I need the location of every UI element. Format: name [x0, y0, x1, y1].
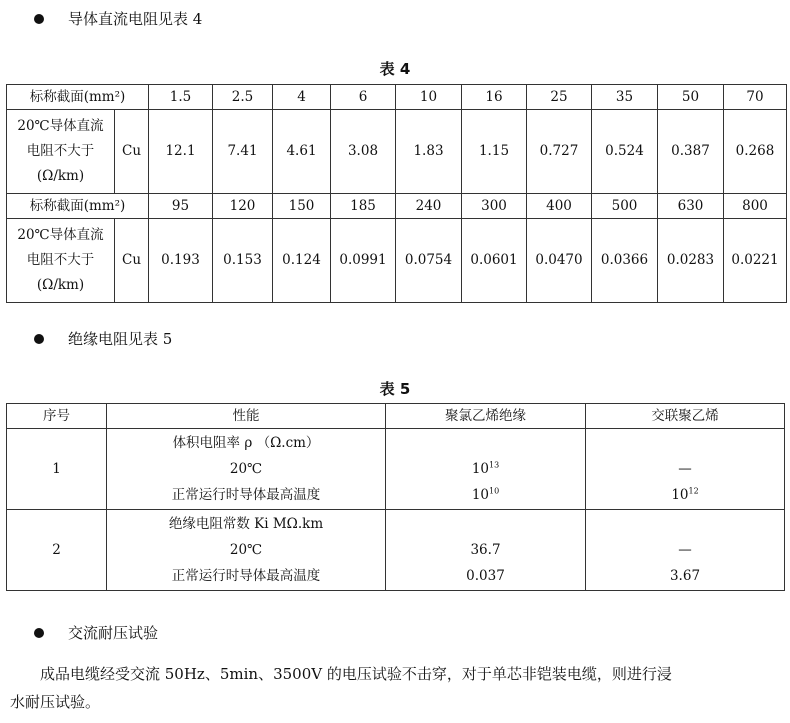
exponent: 10 [489, 486, 500, 496]
row-number: 1 [7, 429, 107, 510]
xlpe-value: 3.67 [669, 568, 701, 584]
property-line: 绝缘电阻常数 Ki MΩ.km [168, 516, 324, 532]
bullet-text: 交流耐压试验 [68, 624, 159, 642]
table4-size-row-2 [7, 194, 787, 219]
paragraph-line: 成品电缆经受交流 50Hz、5min、3500V 的电压试验不击穿，对于单芯非铠装电缆，则进行浸 [40, 665, 672, 683]
value-cell: 0.387 [658, 110, 724, 194]
size-cell: 300 [462, 194, 527, 219]
size-cell: 95 [149, 194, 213, 219]
size-cell: 4 [273, 85, 331, 110]
value-cell: 0.0601 [462, 219, 527, 303]
paragraph-line: 水耐压试验。 [10, 693, 101, 711]
property-line: 20℃ [229, 542, 263, 558]
table5 [6, 403, 785, 591]
size-cell: 150 [273, 194, 331, 219]
value-cell: 0.153 [213, 219, 273, 303]
pvc-value: $10^{13}$ [471, 460, 500, 477]
size-cell: 630 [658, 194, 724, 219]
xlpe-cell [586, 510, 785, 591]
bullet-dot-icon [34, 334, 44, 344]
bullet-dot-icon [34, 14, 44, 24]
resistance-header: 20℃导体直流电阻不大于(Ω/km) [7, 219, 115, 303]
size-cell: 500 [592, 194, 658, 219]
body-paragraph [0, 660, 790, 716]
value-cell: 0.0470 [527, 219, 592, 303]
value-cell: 12.1 [149, 110, 213, 194]
property-line: 正常运行时导体最高温度 [171, 487, 321, 503]
header-xlpe: 交联聚乙烯 [586, 404, 785, 429]
exponent: 12 [688, 486, 699, 496]
table4-size-row-1 [7, 85, 787, 110]
exponent: 13 [489, 460, 500, 470]
table4-value-row-1 [7, 110, 787, 194]
size-cell: 70 [724, 85, 787, 110]
xlpe-value: $10^{12}$ [671, 486, 699, 503]
xlpe-value: — [678, 461, 692, 477]
pvc-value: 0.037 [466, 568, 505, 584]
size-cell: 120 [213, 194, 273, 219]
table4 [6, 84, 787, 303]
material-cell: Cu [115, 110, 149, 194]
value-cell: 0.0221 [724, 219, 787, 303]
pvc-value: 36.7 [470, 542, 501, 558]
size-cell: 240 [396, 194, 462, 219]
bullet-conductor-resistance [34, 8, 202, 29]
property-cell [107, 510, 386, 591]
bullet-text: 导体直流电阻见表 4 [68, 10, 203, 28]
value-cell: 0.193 [149, 219, 213, 303]
value-cell: 1.15 [462, 110, 527, 194]
value-cell: 1.83 [396, 110, 462, 194]
bullet-ac-withstand [34, 622, 158, 643]
value-cell: 0.0283 [658, 219, 724, 303]
property-line: 正常运行时导体最高温度 [171, 568, 321, 584]
header-no: 序号 [7, 404, 107, 429]
value-cell: 0.524 [592, 110, 658, 194]
bullet-insulation-resistance [34, 328, 172, 349]
section-header: 标称截面(mm²) [7, 194, 149, 219]
table5-caption: 表 5 [379, 380, 411, 398]
table4-caption: 表 4 [379, 60, 411, 78]
size-cell: 16 [462, 85, 527, 110]
header-pvc: 聚氯乙烯绝缘 [386, 404, 586, 429]
size-cell: 400 [527, 194, 592, 219]
section-header: 标称截面(mm²) [7, 85, 149, 110]
property-line: 20℃ [229, 461, 263, 477]
material-cell: Cu [115, 219, 149, 303]
property-cell [107, 429, 386, 510]
value-cell: 0.727 [527, 110, 592, 194]
value-cell: 0.0991 [331, 219, 396, 303]
pvc-value: $10^{10}$ [471, 486, 500, 503]
size-cell: 185 [331, 194, 396, 219]
header-property: 性能 [107, 404, 386, 429]
size-cell: 35 [592, 85, 658, 110]
value-cell: 0.0366 [592, 219, 658, 303]
table5-row-2 [7, 510, 785, 591]
table5-header-row [7, 404, 785, 429]
value-cell: 0.124 [273, 219, 331, 303]
value-cell: 4.61 [273, 110, 331, 194]
bullet-text: 绝缘电阻见表 5 [68, 330, 173, 348]
size-cell: 2.5 [213, 85, 273, 110]
size-cell: 25 [527, 85, 592, 110]
bullet-dot-icon [34, 628, 44, 638]
value-cell: 3.08 [331, 110, 396, 194]
table5-row-1 [7, 429, 785, 510]
xlpe-cell [586, 429, 785, 510]
property-line: 体积电阻率 ρ （Ω.cm） [172, 435, 320, 451]
size-cell: 10 [396, 85, 462, 110]
pvc-cell [386, 429, 586, 510]
value-cell: 0.268 [724, 110, 787, 194]
value-cell: 0.0754 [396, 219, 462, 303]
xlpe-value: — [678, 542, 692, 558]
size-cell: 6 [331, 85, 396, 110]
size-cell: 800 [724, 194, 787, 219]
pvc-cell [386, 510, 586, 591]
table4-value-row-2 [7, 219, 787, 303]
size-cell: 1.5 [149, 85, 213, 110]
value-cell: 7.41 [213, 110, 273, 194]
row-number: 2 [7, 510, 107, 591]
resistance-header: 20℃导体直流电阻不大于(Ω/km) [7, 110, 115, 194]
size-cell: 50 [658, 85, 724, 110]
